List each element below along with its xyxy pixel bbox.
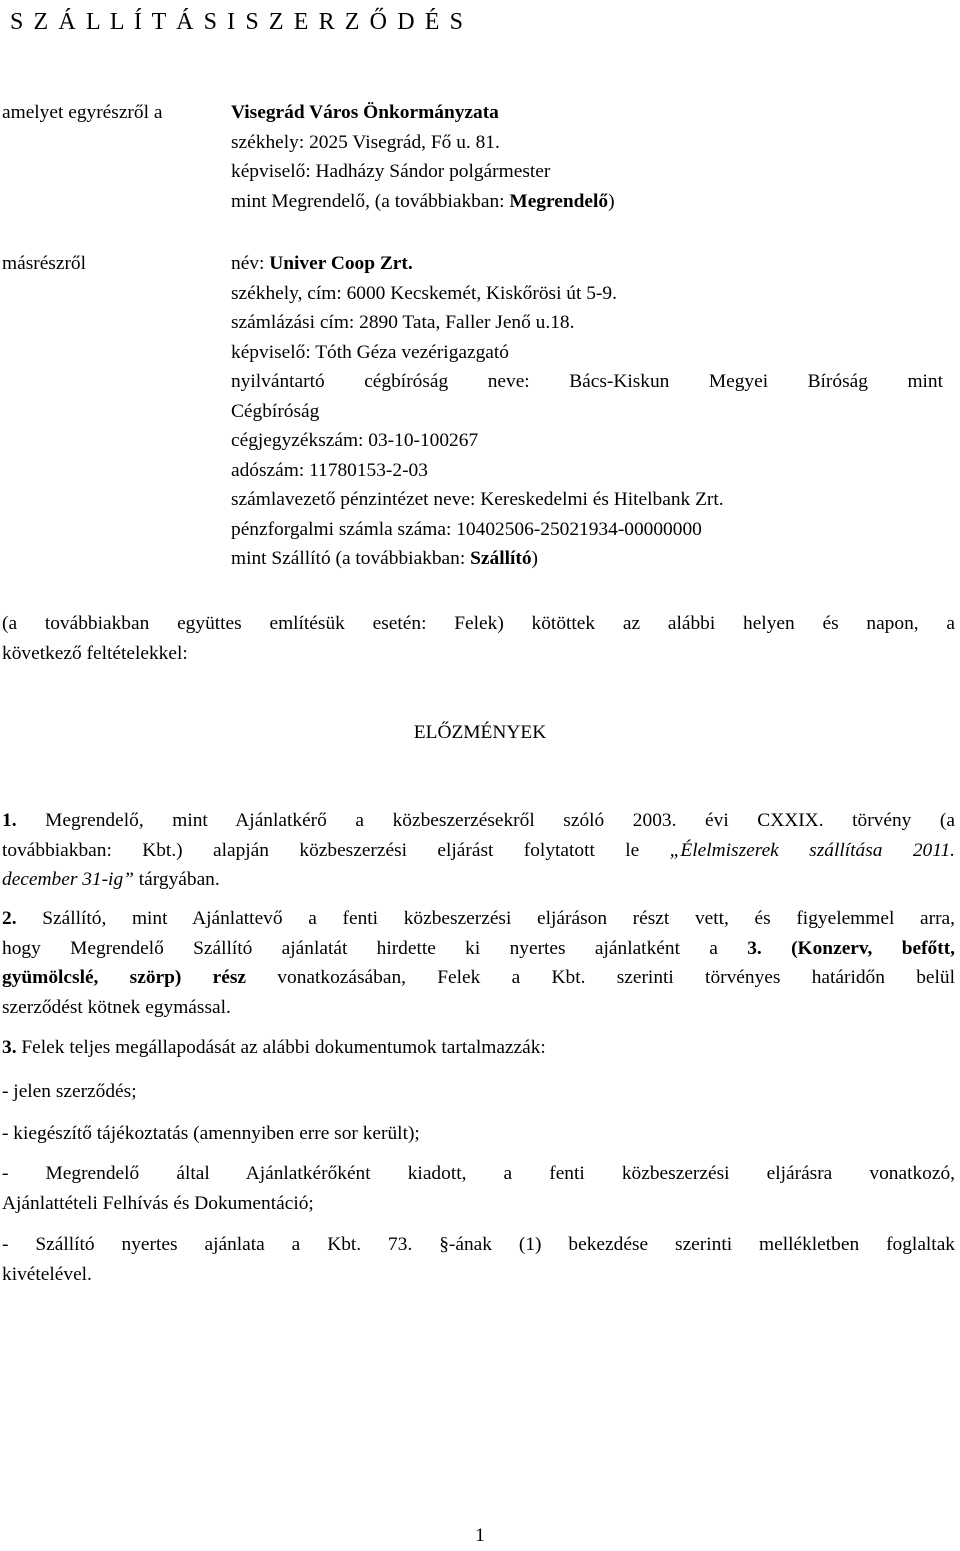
- party-supplier-label: másrészről: [2, 253, 86, 274]
- party-supplier-details: [231, 249, 943, 574]
- page-number: 1: [475, 1525, 485, 1546]
- customer-role: mint Megrendelő, (a továbbiakban: Megrendelő): [231, 190, 615, 212]
- doc-item-3: [2, 1159, 955, 1218]
- clause-1: [2, 806, 955, 895]
- clause-2-line-3: gyümölcslé, szörp) rész vonatkozásában, Felek a Kbt. szerinti törvényes határidőn belül: [2, 967, 955, 988]
- party-customer-details: [231, 98, 943, 216]
- clause-1-line-3: december 31-ig” tárgyában.: [2, 869, 220, 890]
- party-customer-label: amelyet egyrészről a: [2, 102, 163, 123]
- clause-2-line-4: szerződést kötnek egymással.: [2, 996, 231, 1018]
- customer-name: Visegrád Város Önkormányzata: [231, 102, 499, 123]
- supplier-representative: képviselő: Tóth Géza vezérigazgató: [231, 341, 509, 363]
- supplier-bank: számlavezető pénzintézet neve: Kereskedelmi és Hitelbank Zrt.: [231, 489, 724, 510]
- doc-item-1-text: - jelen szerződés;: [2, 1081, 137, 1102]
- supplier-tax-number: adószám: 11780153-2-03: [231, 459, 428, 481]
- supplier-court-line1: nyilvántartó cégbíróság neve: Bács-Kiskun Megyei Bíróság mint: [231, 371, 943, 392]
- supplier-court-line2: Cégbíróság: [231, 400, 320, 422]
- clause-1-line-2: továbbiakban: Kbt.) alapján közbeszerzési eljárást folytatott le „Élelmiszerek szállítása 2011.: [2, 839, 956, 861]
- supplier-role: mint Szállító (a továbbiakban: Szállító): [231, 548, 538, 569]
- intro-line-1: (a továbbiakban együttes említésük esetén: Felek) kötöttek az alábbi helyen és napon, a: [2, 613, 955, 634]
- customer-representative: képviselő: Hadházy Sándor polgármester: [231, 161, 551, 182]
- clause-2-line-2: hogy Megrendelő Szállító ajánlatát hirdette ki nyertes ajánlatként a 3. (Konzerv, befőtt,: [2, 937, 955, 959]
- customer-seat: székhely: 2025 Visegrád, Fő u. 81.: [231, 131, 500, 153]
- clause-3-line-1: 3. Felek teljes megállapodását az alábbi dokumentumok tartalmazzák:: [2, 1037, 546, 1058]
- doc-item-3-line-1: - Megrendelő által Ajánlatkérőként kiadott, a fenti közbeszerzési eljárásra vonatkozó,: [2, 1163, 955, 1184]
- supplier-account: pénzforgalmi számla száma: 10402506-25021934-00000000: [231, 518, 702, 540]
- supplier-registration-number: cégjegyzékszám: 03-10-100267: [231, 430, 479, 451]
- doc-item-2: [2, 1119, 955, 1149]
- intro-line-2: következő feltételekkel:: [2, 642, 188, 664]
- supplier-seat: székhely, cím: 6000 Kecskemét, Kiskőrösi út 5-9.: [231, 282, 617, 304]
- clause-2-line-1: 2. Szállító, mint Ajánlattevő a fenti közbeszerzési eljáráson részt vett, és figyelemmel arra,: [2, 908, 955, 929]
- clause-3: [2, 1033, 955, 1063]
- doc-item-4-line-1: - Szállító nyertes ajánlata a Kbt. 73. §-ának (1) bekezdése szerinti mellékletben foglaltak: [2, 1234, 955, 1255]
- doc-item-4: [2, 1230, 955, 1289]
- doc-item-4-line-2: kivételével.: [2, 1263, 92, 1285]
- clause-1-line-1: 1. Megrendelő, mint Ajánlatkérő a közbeszerzésekről szóló 2003. évi CXXIX. törvény (a: [2, 810, 955, 831]
- doc-item-3-line-2: Ajánlattételi Felhívás és Dokumentáció;: [2, 1192, 314, 1214]
- contract-title: S Z Á L L Í T Á S I S Z E R Z Ő D É S: [10, 9, 466, 35]
- section-heading: ELŐZMÉNYEK: [413, 722, 547, 743]
- doc-item-1: [2, 1077, 955, 1107]
- doc-item-2-text: - kiegészítő tájékoztatás (amennyiben erre sor került);: [2, 1123, 420, 1144]
- supplier-billing-address: számlázási cím: 2890 Tata, Faller Jenő u.18.: [231, 312, 575, 333]
- clause-2: [2, 904, 955, 1022]
- supplier-name: név: Univer Coop Zrt.: [231, 253, 413, 274]
- intro-paragraph: [2, 609, 955, 668]
